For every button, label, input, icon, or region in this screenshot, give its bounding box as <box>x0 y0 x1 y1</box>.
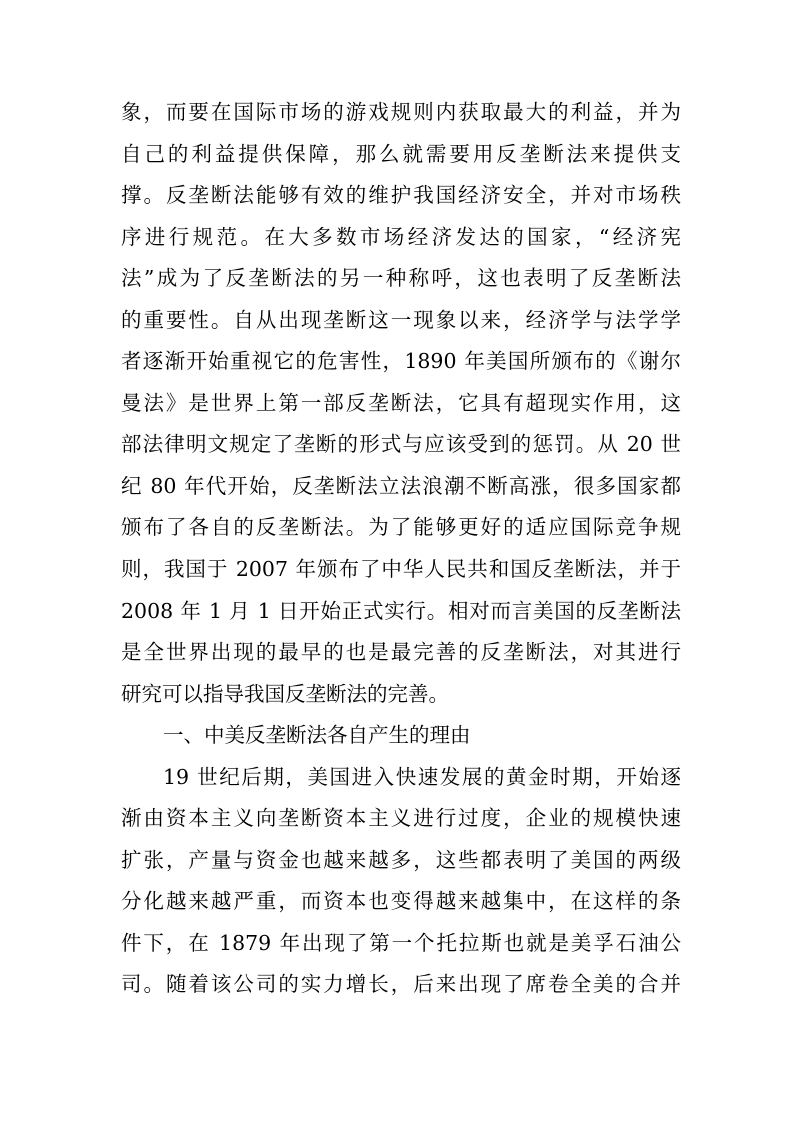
text-line: 2008 年 1 月 1 日开始正式实行。相对而言美国的反垄断法 <box>121 598 681 623</box>
text-line: 纪 80 年代开始，反垄断法立法浪潮不断高涨，很多国家都 <box>121 473 681 498</box>
text-line: 部法律明文规定了垄断的形式与应该受到的惩罚。从 20 世 <box>121 432 681 457</box>
text-line: 曼法》是世界上第一部反垄断法，它具有超现实作用，这 <box>121 390 681 415</box>
text-line: 撑。反垄断法能够有效的维护我国经济安全，并对市场秩 <box>121 183 681 208</box>
text-line: 颁布了各自的反垄断法。为了能够更好的适应国际竞争规 <box>121 515 681 540</box>
text-line: 研究可以指导我国反垄断法的完善。 <box>121 681 449 706</box>
text-line: 则，我国于 2007 年颁布了中华人民共和国反垄断法，并于 <box>121 557 681 582</box>
document-body <box>121 92 681 1006</box>
text-line: 法”成为了反垄断法的另一种称呼，这也表明了反垄断法 <box>121 266 681 291</box>
text-line: 件下，在 1879 年出现了第一个托拉斯也就是美孚石油公 <box>121 930 681 955</box>
text-line: 自己的利益提供保障，那么就需要用反垄断法来提供支 <box>121 141 681 166</box>
section-heading: 一、中美反垄断法各自产生的理由 <box>163 723 471 748</box>
text-line: 者逐渐开始重视它的危害性，1890 年美国所颁布的《谢尔 <box>121 349 681 374</box>
text-line: 司。随着该公司的实力增长，后来出现了席卷全美的合并 <box>121 972 681 997</box>
text-line: 序进行规范。在大多数市场经济发达的国家，“经济宪 <box>121 224 681 249</box>
text-line: 19 世纪后期，美国进入快速发展的黄金时期，开始逐 <box>163 764 681 789</box>
text-line: 渐由资本主义向垄断资本主义进行过度，企业的规模快速 <box>121 806 681 831</box>
text-line: 的重要性。自从出现垄断这一现象以来，经济学与法学学 <box>121 307 681 332</box>
text-line: 象，而要在国际市场的游戏规则内获取最大的利益，并为 <box>121 100 681 124</box>
text-line: 是全世界出现的最早的也是最完善的反垄断法，对其进行 <box>121 640 681 665</box>
text-line: 分化越来越严重，而资本也变得越来越集中，在这样的条 <box>121 889 681 914</box>
text-line: 扩张，产量与资金也越来越多，这些都表明了美国的两级 <box>121 847 681 872</box>
